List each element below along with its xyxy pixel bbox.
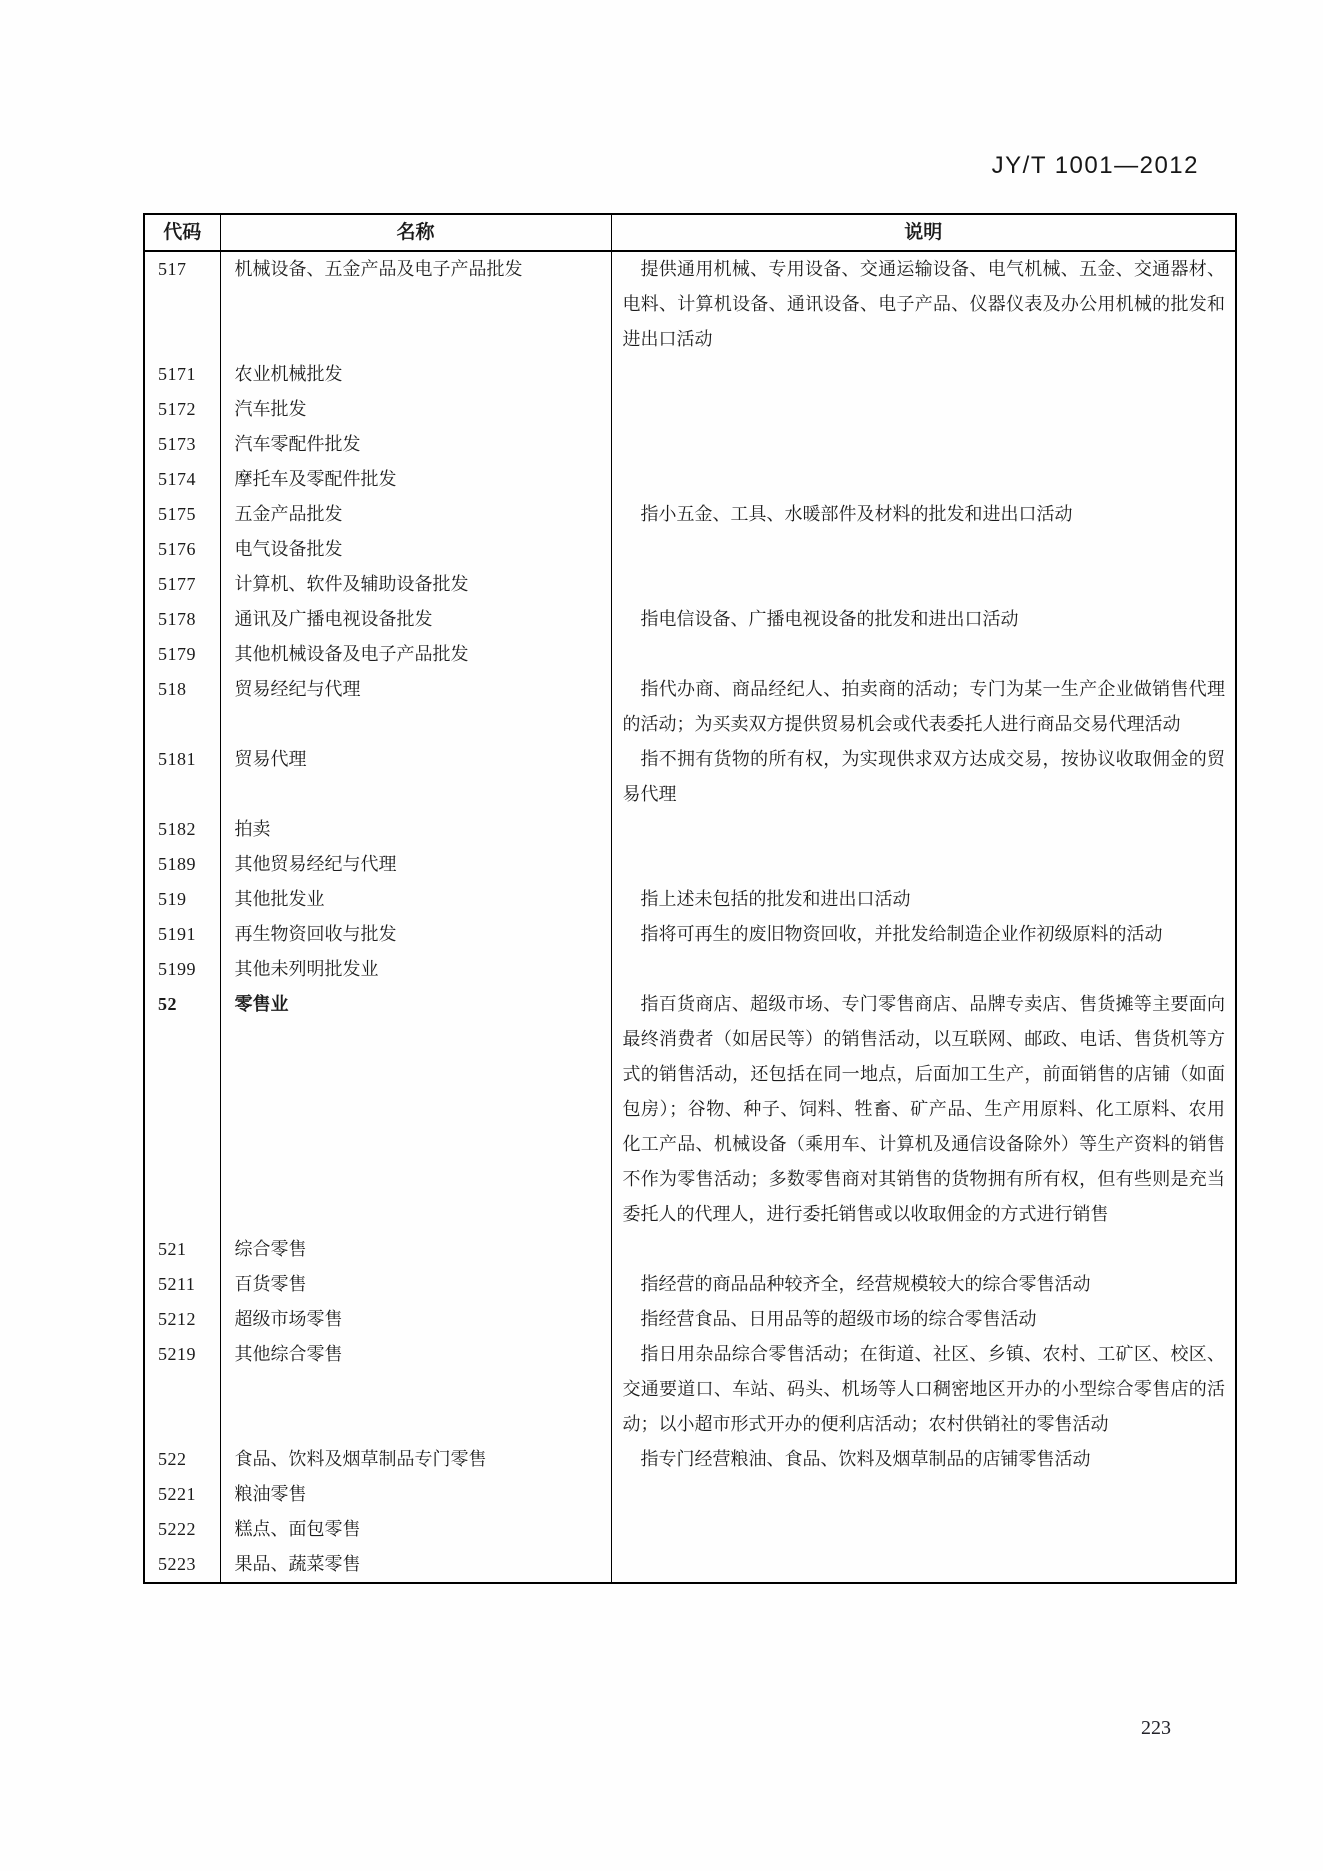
table-row [144, 882, 1236, 917]
row-name: 其他机械设备及电子产品批发 [220, 637, 611, 672]
row-name: 其他批发业 [220, 882, 611, 917]
row-description [611, 497, 1236, 532]
row-name: 超级市场零售 [220, 1302, 611, 1337]
row-description [611, 1302, 1236, 1337]
row-code: 5174 [158, 469, 196, 489]
table-row [144, 1232, 1236, 1267]
row-name: 食品、饮料及烟草制品专门零售 [220, 1442, 611, 1477]
table-row [144, 462, 1236, 497]
row-name: 再生物资回收与批发 [220, 917, 611, 952]
row-code: 5177 [158, 574, 196, 594]
row-name: 零售业 [220, 987, 611, 1232]
row-name: 通讯及广播电视设备批发 [220, 602, 611, 637]
row-description [611, 357, 1236, 392]
row-description-text: 提供通用机械、专用设备、交通运输设备、电气机械、五金、交通器材、电料、计算机设备、通讯设备、电子产品、仪器仪表及办公用机械的批发和进出口活动 [622, 259, 1225, 349]
row-description-text: 指电信设备、广播电视设备的批发和进出口活动 [640, 609, 1019, 629]
table-row [144, 742, 1236, 812]
table-row [144, 497, 1236, 532]
row-code: 5181 [158, 749, 196, 769]
row-description [611, 847, 1236, 882]
classification-table [143, 213, 1237, 1584]
column-header-name: 名称 [220, 214, 611, 251]
table-row [144, 251, 1236, 357]
row-code: 5179 [158, 644, 196, 664]
row-name: 拍卖 [220, 812, 611, 847]
row-name: 糕点、面包零售 [220, 1512, 611, 1547]
row-description [611, 952, 1236, 987]
row-code: 5189 [158, 854, 196, 874]
row-code: 5176 [158, 539, 196, 559]
table-row [144, 812, 1236, 847]
row-description-text: 指代办商、商品经纪人、拍卖商的活动；专门为某一生产企业做销售代理的活动；为买卖双方提供贸易机会或代表委托人进行商品交易代理活动 [622, 679, 1225, 734]
row-description-text: 指上述未包括的批发和进出口活动 [640, 889, 911, 909]
row-description-text: 指经营的商品品种较齐全，经营规模较大的综合零售活动 [640, 1274, 1091, 1294]
column-header-code: 代码 [144, 214, 220, 251]
row-description [611, 392, 1236, 427]
row-code: 519 [158, 889, 187, 909]
row-description [611, 1477, 1236, 1512]
row-code: 5199 [158, 959, 196, 979]
table-body [144, 251, 1236, 1583]
row-description [611, 672, 1236, 742]
row-description [611, 251, 1236, 357]
table-row [144, 1302, 1236, 1337]
table-row [144, 952, 1236, 987]
row-name: 粮油零售 [220, 1477, 611, 1512]
row-code: 5178 [158, 609, 196, 629]
row-code: 5173 [158, 434, 196, 454]
row-name: 贸易代理 [220, 742, 611, 812]
page-number: 223 [1141, 1717, 1171, 1739]
row-code: 52 [158, 994, 177, 1014]
row-name: 汽车零配件批发 [220, 427, 611, 462]
table-row [144, 987, 1236, 1232]
row-code: 5221 [158, 1484, 196, 1504]
row-code: 517 [158, 259, 187, 279]
row-name: 机械设备、五金产品及电子产品批发 [220, 251, 611, 357]
row-code: 5223 [158, 1554, 196, 1574]
table-row [144, 847, 1236, 882]
row-name: 果品、蔬菜零售 [220, 1547, 611, 1583]
table-row [144, 567, 1236, 602]
row-description [611, 462, 1236, 497]
table-row [144, 1442, 1236, 1477]
table-row [144, 602, 1236, 637]
table-header [144, 214, 1236, 251]
row-code: 521 [158, 1239, 187, 1259]
table-row [144, 1547, 1236, 1583]
row-description-text: 指将可再生的废旧物资回收，并批发给制造企业作初级原料的活动 [640, 924, 1163, 944]
table-row [144, 357, 1236, 392]
row-name: 汽车批发 [220, 392, 611, 427]
row-description [611, 987, 1236, 1232]
row-code: 5212 [158, 1309, 196, 1329]
row-name: 摩托车及零配件批发 [220, 462, 611, 497]
row-code: 5211 [158, 1274, 196, 1294]
table-row [144, 672, 1236, 742]
row-code: 5191 [158, 924, 196, 944]
row-description [611, 602, 1236, 637]
column-header-description: 说明 [611, 214, 1236, 251]
row-description [611, 1337, 1236, 1442]
row-description [611, 532, 1236, 567]
row-code: 518 [158, 679, 187, 699]
row-name: 电气设备批发 [220, 532, 611, 567]
row-description [611, 1512, 1236, 1547]
table-header-row [144, 214, 1236, 251]
table-row [144, 532, 1236, 567]
table-row [144, 637, 1236, 672]
row-description-text: 指经营食品、日用品等的超级市场的综合零售活动 [640, 1309, 1037, 1329]
row-name: 其他综合零售 [220, 1337, 611, 1442]
row-name: 贸易经纪与代理 [220, 672, 611, 742]
row-description [611, 637, 1236, 672]
row-description-text: 指不拥有货物的所有权，为实现供求双方达成交易，按协议收取佣金的贸易代理 [622, 749, 1225, 804]
row-description [611, 1547, 1236, 1583]
table-row [144, 1267, 1236, 1302]
row-code: 5222 [158, 1519, 196, 1539]
row-name: 农业机械批发 [220, 357, 611, 392]
table-row [144, 1477, 1236, 1512]
row-description-text: 指小五金、工具、水暖部件及材料的批发和进出口活动 [640, 504, 1073, 524]
row-name: 计算机、软件及辅助设备批发 [220, 567, 611, 602]
row-description-text: 指百货商店、超级市场、专门零售商店、品牌专卖店、售货摊等主要面向最终消费者（如居民等）的销售活动，以互联网、邮政、电话、售货机等方式的销售活动，还包括在同一地点，后面加工生产，前面销售的店铺（如面包房）；谷物、种子、饲料、牲畜、矿产品、生产用原料、化工原料、农用化工产品、机械设备（乘用车、计算机及通信设备除外）等生产资料的销售不作为零售活动；多数零售商对其销售的货物拥有所有权，但有些则是充当委托人的代理人，进行委托销售或以收取佣金的方式进行销售 [622, 994, 1225, 1224]
row-description [611, 882, 1236, 917]
row-code: 5175 [158, 504, 196, 524]
row-description-text: 指日用杂品综合零售活动；在街道、社区、乡镇、农村、工矿区、校区、交通要道口、车站、码头、机场等人口稠密地区开办的小型综合零售店的活动；以小超市形式开办的便利店活动；农村供销社的零售活动 [622, 1344, 1225, 1434]
row-name: 百货零售 [220, 1267, 611, 1302]
row-code: 5219 [158, 1344, 196, 1364]
row-description [611, 812, 1236, 847]
row-description [611, 567, 1236, 602]
row-description [611, 1232, 1236, 1267]
row-code: 5182 [158, 819, 196, 839]
row-description [611, 1442, 1236, 1477]
table-row [144, 1337, 1236, 1442]
row-description [611, 742, 1236, 812]
row-name: 五金产品批发 [220, 497, 611, 532]
table-row [144, 427, 1236, 462]
row-code: 522 [158, 1449, 187, 1469]
row-name: 其他贸易经纪与代理 [220, 847, 611, 882]
row-name: 其他未列明批发业 [220, 952, 611, 987]
row-code: 5172 [158, 399, 196, 419]
row-description [611, 917, 1236, 952]
standard-number: JY/T 1001—2012 [991, 152, 1199, 179]
row-code: 5171 [158, 364, 196, 384]
row-description [611, 1267, 1236, 1302]
table-row [144, 392, 1236, 427]
table-row [144, 917, 1236, 952]
row-name: 综合零售 [220, 1232, 611, 1267]
table-row [144, 1512, 1236, 1547]
row-description [611, 427, 1236, 462]
row-description-text: 指专门经营粮油、食品、饮料及烟草制品的店铺零售活动 [640, 1449, 1091, 1469]
